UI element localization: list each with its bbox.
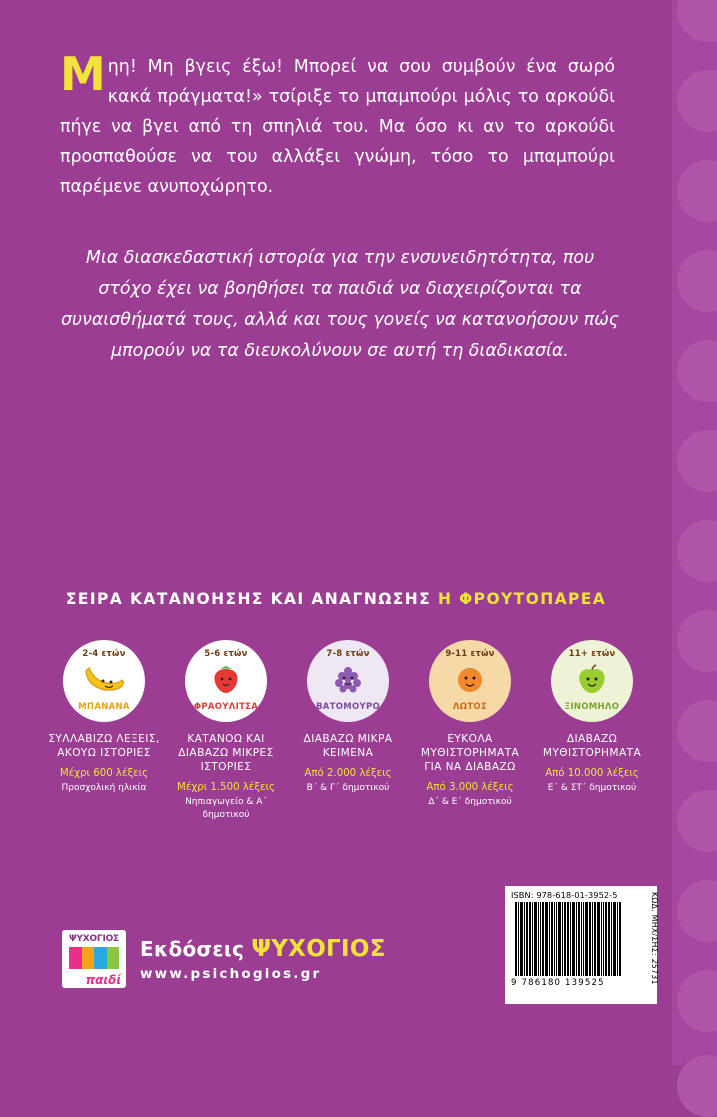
badge-grade-level: Προσχολική ηλικία xyxy=(61,783,147,793)
scallop-circle xyxy=(677,880,717,942)
badge-word-count: Μέχρι 600 λέξεις xyxy=(59,768,149,779)
strawberry-icon xyxy=(203,663,249,695)
badge-grade-level: Νηπιαγωγείο & Α΄ δημοτικού xyxy=(185,797,267,820)
publisher-logo-word: ΨΥΧΟΓΙΟΣ xyxy=(68,934,120,944)
publisher-name xyxy=(140,936,386,962)
publisher-block xyxy=(62,930,386,988)
publisher-website[interactable]: www.psichogios.gr xyxy=(140,966,322,982)
scallop-circle xyxy=(677,70,717,132)
scallop-circle xyxy=(677,250,717,312)
series-brand-name: Η ΦΡΟΥΤΟΠΑΡΕΑ xyxy=(437,590,607,608)
blurb-text: ηη! Μη βγεις έξω! Μπορεί να σου συμβούν ένα σωρό κακά πράγματα!» τσίριξε το μπαμπούρι μόλις το αρκούδι πήγε να βγει από τη σπηλιά του. Μα όσο κι αν το αρκούδι προσπαθούσε να του αλλάξει γνώμη, τόσο το μπαμπούρι παρέμενε ανυποχώρητο. xyxy=(60,57,615,197)
badge-age-label: 2-4 ετών xyxy=(82,649,126,659)
series-badge xyxy=(414,640,526,822)
scallop-circle xyxy=(677,970,717,1032)
badge-age-label: 11+ ετών xyxy=(568,649,616,659)
barcode-bars xyxy=(515,902,651,976)
book-tagline: Μια διασκεδαστική ιστορία για την ενσυνειδητότητα, που στόχο έχει να βοηθήσει τα παιδιά να διαχειρίζονται τα συναισθήματά τους, αλλά και τους γονείς να κατανοήσουν πώς μπορούν να τα διευκολύνουν σε αυτή τη διαδικασία. xyxy=(61,248,619,361)
blackberry-icon xyxy=(325,663,371,695)
badge-description: ΔΙΑΒΑΖΩ ΜΙΚΡΑ ΚΕΙΜΕΝΑ xyxy=(303,733,393,759)
badge-circle-green-apple xyxy=(551,640,633,722)
scallop-circle xyxy=(677,1055,717,1117)
logo-color-squares xyxy=(69,947,119,969)
badge-grade-level: Δ΄ & Ε΄ δημοτικού xyxy=(428,797,512,807)
decorative-side-strip xyxy=(672,0,717,1065)
publisher-name-prefix: Εκδόσεις xyxy=(140,937,252,961)
badge-circle-blackberry xyxy=(307,640,389,722)
badge-age-label: 5-6 ετών xyxy=(204,649,248,659)
publisher-text xyxy=(140,936,386,982)
green-apple-icon xyxy=(569,663,615,695)
barcode-block xyxy=(505,886,657,1004)
scallop-circle xyxy=(677,610,717,672)
barcode-number: 9 786180 139525 xyxy=(511,978,605,988)
scallop-circle xyxy=(677,0,717,42)
badge-name-label: ΜΠΑΝΑΝΑ xyxy=(78,702,130,712)
scallop-circle xyxy=(677,520,717,582)
book-blurb xyxy=(60,47,615,202)
scallop-circle xyxy=(677,160,717,222)
series-heading xyxy=(0,590,672,608)
badge-age-label: 9-11 ετών xyxy=(445,649,495,659)
badge-word-count: Μέχρι 1.500 λέξεις xyxy=(177,782,275,793)
badge-grade-level: Ε΄ & ΣΤ΄ δημοτικού xyxy=(547,783,637,793)
persimmon-icon xyxy=(447,663,493,695)
badge-description: ΕΥΚΟΛΑ ΜΥΘΙΣΤΟΡΗΜΑΤΑ ΓΙΑ ΝΑ ΔΙΑΒΑΖΩ xyxy=(420,733,520,773)
badge-description: ΣΥΛΛΑΒΙΖΩ ΛΕΞΕΙΣ, ΑΚΟΥΩ ΙΣΤΟΡΙΕΣ xyxy=(48,733,160,759)
publisher-logo xyxy=(62,930,126,988)
badge-age-label: 7-8 ετών xyxy=(326,649,370,659)
badge-circle-strawberry xyxy=(185,640,267,722)
series-level-badges xyxy=(48,640,648,822)
badge-word-count: Από 2.000 λέξεις xyxy=(304,768,392,779)
series-badge xyxy=(48,640,160,822)
mechanization-code: ΚΩΔ. ΜΗΧ/ΣΗΣ: 25731 xyxy=(650,892,659,985)
badge-description: ΚΑΤΑΝΟΩ ΚΑΙ ΔΙΑΒΑΖΩ ΜΙΚΡΕΣ ΙΣΤΟΡΙΕΣ xyxy=(178,733,274,773)
drop-cap: Μ xyxy=(60,47,106,101)
badge-word-count: Από 3.000 λέξεις xyxy=(426,782,514,793)
isbn-label: ISBN: 978-618-01-3952-5 xyxy=(511,890,618,900)
badge-name-label: ΒΑΤΟΜΟΥΡΟ xyxy=(315,702,381,712)
series-badge xyxy=(536,640,648,822)
banana-icon xyxy=(81,663,127,695)
badge-circle-persimmon xyxy=(429,640,511,722)
series-badge xyxy=(170,640,282,822)
badge-grade-level: Β΄ & Γ΄ δημοτικού xyxy=(306,783,390,793)
scallop-circle xyxy=(677,430,717,492)
publisher-name-main: ΨΥΧΟΓΙΟΣ xyxy=(251,936,386,962)
series-heading-text: ΣΕΙΡΑ ΚΑΤΑΝΟΗΣΗΣ ΚΑΙ ΑΝΑΓΝΩΣΗΣ xyxy=(65,590,432,608)
badge-circle-banana xyxy=(63,640,145,722)
series-badge xyxy=(292,640,404,822)
badge-description: ΔΙΑΒΑΖΩ ΜΥΘΙΣΤΟΡΗΜΑΤΑ xyxy=(542,733,642,759)
badge-word-count: Από 10.000 λέξεις xyxy=(545,768,639,779)
publisher-logo-kid-word: παιδί xyxy=(85,973,121,987)
badge-name-label: ΛΩΤΟΣ xyxy=(452,702,488,712)
scallop-circle xyxy=(677,700,717,762)
badge-name-label: ΦΡΑΟΥΛΙΤΣΑ xyxy=(193,702,259,712)
badge-name-label: ΞΙΝΟΜΗΛΟ xyxy=(564,702,620,712)
scallop-circle xyxy=(677,340,717,402)
scallop-circle xyxy=(677,790,717,852)
